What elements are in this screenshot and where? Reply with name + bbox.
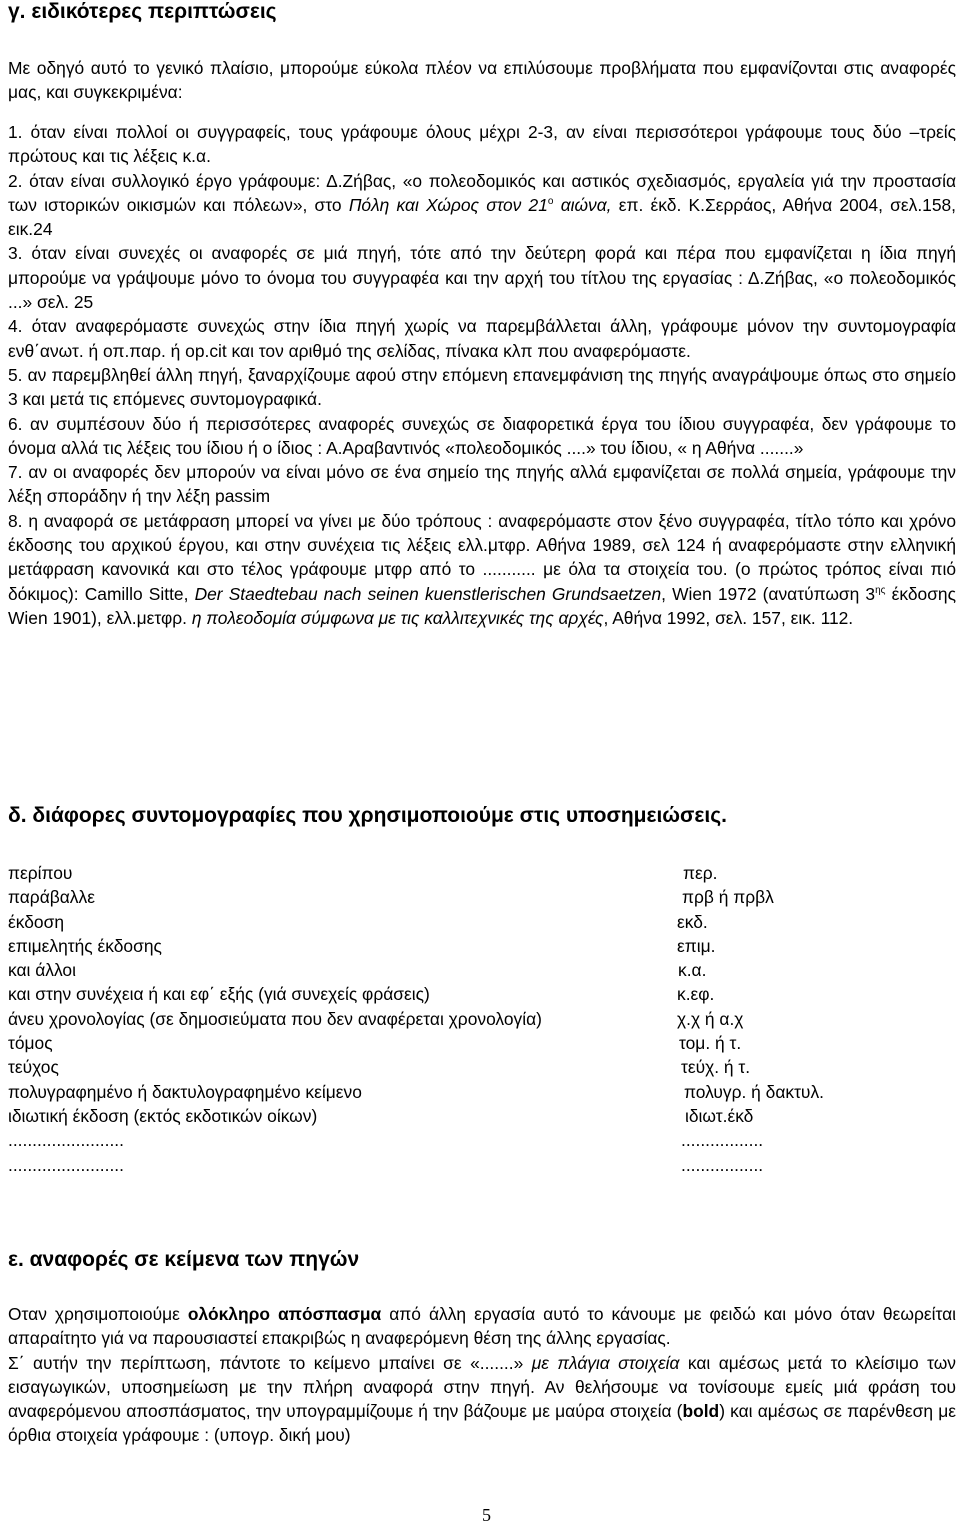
abbreviation-row xyxy=(8,1055,956,1079)
section-heading-delta: δ. διάφορες συντομογραφίες που χρησιμοποιούμε στις υποσημειώσεις. xyxy=(8,804,727,827)
abbreviation-row xyxy=(8,958,956,982)
case-item-1: 1. όταν είναι πολλοί οι συγγραφείς, τους γράφουμε όλους μέχρι 2-3, αν είναι περισσότεροι γράφουμε τους δύο –τρείς πρώτους και τις λέξεις κ.α. xyxy=(8,122,956,167)
case-item-5: 5. αν παρεμβληθεί άλλη πηγή, ξαναρχίζουμε αφού στην επόμενη επανεμφάνιση της πηγής αναγράψουμε όπως στο σημείο 3 και μετά τις επόμενες συντομογραφικά. xyxy=(8,364,956,410)
abbreviation-row xyxy=(8,910,956,934)
abbreviation-value: ................. xyxy=(681,1154,764,1175)
abbreviation-term: ιδιωτική έκδοση (εκτός εκδοτικών οίκων) xyxy=(8,1105,318,1126)
abbreviation-row xyxy=(8,1080,956,1104)
abbreviation-term: και άλλοι xyxy=(8,960,76,981)
abbreviation-term: τεύχος xyxy=(8,1057,59,1078)
abbreviation-row xyxy=(8,1031,956,1055)
abbreviation-term: πολυγραφημένο ή δακτυλογραφημένο κείμενο xyxy=(8,1081,362,1102)
sources-section xyxy=(8,1302,956,1448)
abbreviation-term: ........................ xyxy=(8,1130,124,1151)
section-heading-gamma: γ. ειδικότερες περιπτώσεις xyxy=(8,0,277,23)
abbreviation-value: ιδιωτ.έκδ xyxy=(685,1105,754,1126)
case-item-4: 4. όταν αναφερόμαστε συνεχώς στην ίδια πηγή χωρίς να παρεμβάλλεται άλλη, γράφουμε μόνον την συντομογραφία ενθ΄ανωτ. ή οπ.παρ. ή op.cit και τον αριθμό της σελίδας, πίνακα κλπ που αναφερόμαστε. xyxy=(8,316,956,361)
abbreviation-value: κ.εφ. xyxy=(677,984,715,1005)
abbreviation-term: ........................ xyxy=(8,1154,124,1175)
abbreviation-row xyxy=(8,1153,956,1177)
emphasis-bold: bold xyxy=(682,1401,720,1422)
page-number: 5 xyxy=(482,1505,491,1525)
sources-paragraph-1: Οταν χρησιμοποιούμε ολόκληρο απόσπασμα από άλλη εργασία αυτό το κάνουμε με φειδώ και μόνο όταν θεωρείται απαραίτητο γιά να παρουσιαστεί επακριβώς η αναφερόμενη θέση της άλλης εργασίας. xyxy=(8,1304,956,1349)
abbreviation-row xyxy=(8,885,956,909)
abbreviation-value: τομ. ή τ. xyxy=(679,1033,742,1054)
abbreviation-term: επιμελητής έκδοσης xyxy=(8,935,162,956)
abbreviation-value: κ.α. xyxy=(678,960,707,981)
abbreviation-value: ................. xyxy=(681,1130,764,1151)
case-8-original-title: Der Staedtebau nach seinen kuenstlerischen Grundsaetzen xyxy=(194,583,662,604)
abbreviation-value: χ.χ ή α.χ xyxy=(677,1008,744,1029)
case-item-7: 7. αν οι αναφορές δεν μπορούν να είναι μόνο σε ένα σημείο της πηγής αλλά εμφανίζεται σε πολλά σημεία, γράφουμε την λέξη σποράδην ή την λέξη passim xyxy=(8,462,956,507)
case-2-title: Πόλη και Χώρος στον 21 xyxy=(348,194,548,215)
abbreviation-row xyxy=(8,861,956,885)
abbreviation-value: περ. xyxy=(683,863,718,883)
case-item-2: 2. όταν είναι συλλογικό έργο γράφουμε: Δ.Ζήβας, «ο πολεοδομικός και αστικός σχεδιασμός, εργαλεία γιά την προστασία των ιστορικών οικισμών και πόλεων», στο Πόλη και Χώρος στον $21^o$ αιώνα, επ. έκδ. Κ.Σερράος, Αθήνα 2004, σελ.158, εικ.24 xyxy=(8,170,956,240)
case-8-translated-title: η πολεοδομία σύμφωνα με τις καλλιτεχνικές της αρχές xyxy=(191,607,604,628)
case-item-8: 8. η αναφορά σε μετάφραση μπορεί να γίνει με δύο τρόπους : αναφερόμαστε στον ξένο συγγραφέα, τίτλο τόπο και χρόνο έκδοσης του αρχικού έργου, και στην συνέχεια τις λέξεις ελλ.μτφρ. Αθήνα 1989, σελ 124 ή αναφερόμαστε στην ελληνική μετάφραση κανονικά και στο τέλος γράφουμε μτφρ από το ........... με όλα τα στοιχεία του. (ο πρώτος τρόπος είναι πιό δόκιμος): Camillo Sitte, Der Staedtebau nach seinen kuenstlerischen Grundsaetzen, Wien 1972 (ανατύπωση $3^{\eta\varsigma}$ έκδοσης Wien 1901), ελλ.μετφρ. η πολεοδομία σύμφωνα με τις καλλιτεχνικές της αρχές, Αθήνα 1992, σελ. 157, εικ. 112. xyxy=(8,510,956,628)
superscript: ης xyxy=(875,584,886,596)
abbreviation-value: εκδ. xyxy=(677,911,708,932)
emphasis-bold: ολόκληρο απόσπασμα xyxy=(187,1304,382,1324)
abbreviation-value: πρβ ή πρβλ xyxy=(682,887,774,908)
case-item-3: 3. όταν είναι συνεχές οι αναφορές σε μιά πηγή, τότε από την δεύτερη φορά και πέρα που εμφανίζεται η ίδια πηγή μπορούμε να γράψουμε μόνο το όνομα του συγγραφέα και την αρχή του τίτλου της εργασίας : Δ.Ζήβας, «ο πολεοδομικός ...» σελ. 25 xyxy=(8,243,956,313)
abbreviations-table xyxy=(8,861,956,1177)
abbreviation-term: παράβαλλε xyxy=(8,887,95,908)
section-heading-epsilon: ε. αναφορές σε κείμενα των πηγών xyxy=(8,1248,360,1271)
abbreviation-row xyxy=(8,1128,956,1152)
abbreviation-term: και στην συνέχεια ή και εφ΄ εξής (γιά συνεχείς φράσεις) xyxy=(8,984,430,1005)
abbreviation-row xyxy=(8,1007,956,1031)
cases-list xyxy=(8,120,956,630)
abbreviation-row xyxy=(8,934,956,958)
abbreviation-row xyxy=(8,1104,956,1128)
abbreviation-term: περίπου xyxy=(8,863,73,883)
sources-paragraph-2: Σ΄ αυτήν την περίπτωση, πάντοτε το κείμενο μπαίνει σε «.......» με πλάγια στοιχεία και αμέσως μετά το κλείσιμο των εισαγωγικών, υποσημείωση με την πλήρη αναφορά στην πηγή. Αν θελήσουμε να τονίσουμε εμείς μιά φράση του αναφερόμενου αποσπάσματος, την υπογραμμίζουμε ή την βάζουμε με μαύρα στοιχεία (bold) και αμέσως σε παρένθεση με όρθια στοιχεία γράφουμε : (υπογρ. δική μου) xyxy=(8,1352,956,1446)
abbreviation-value: πολυγρ. ή δακτυλ. xyxy=(684,1081,824,1102)
emphasis-italic: με πλάγια στοιχεία xyxy=(531,1352,680,1373)
abbreviation-term: έκδοση xyxy=(8,911,64,932)
abbreviation-term: τόμος xyxy=(8,1033,53,1054)
abbreviation-row xyxy=(8,982,956,1006)
abbreviation-value: επιμ. xyxy=(677,935,716,956)
intro-paragraph: Με οδηγό αυτό το γενικό πλαίσιο, μπορούμε εύκολα πλέον να επιλύσουμε προβλήματα που εμφανίζονται στις αναφορές μας, και συγκεκριμένα: xyxy=(8,58,956,103)
abbreviation-term: άνευ χρονολογίας (σε δημοσιεύματα που δεν αναφέρεται χρονολογία) xyxy=(8,1008,542,1029)
superscript: ο xyxy=(547,196,554,208)
case-item-6: 6. αν συμπέσουν δύο ή περισσότερες αναφορές συνεχώς σε διαφορετικά έργα του ίδιου συγγραφέα, δεν γράφουμε το όνομα αλλά τις λέξεις του ίδιου ή ο ίδιος : Α.Αραβαντινός «πολεοδομικός ....» του ίδιου, « η Αθήνα .......» xyxy=(8,413,956,458)
abbreviation-value: τεύχ. ή τ. xyxy=(681,1057,751,1078)
